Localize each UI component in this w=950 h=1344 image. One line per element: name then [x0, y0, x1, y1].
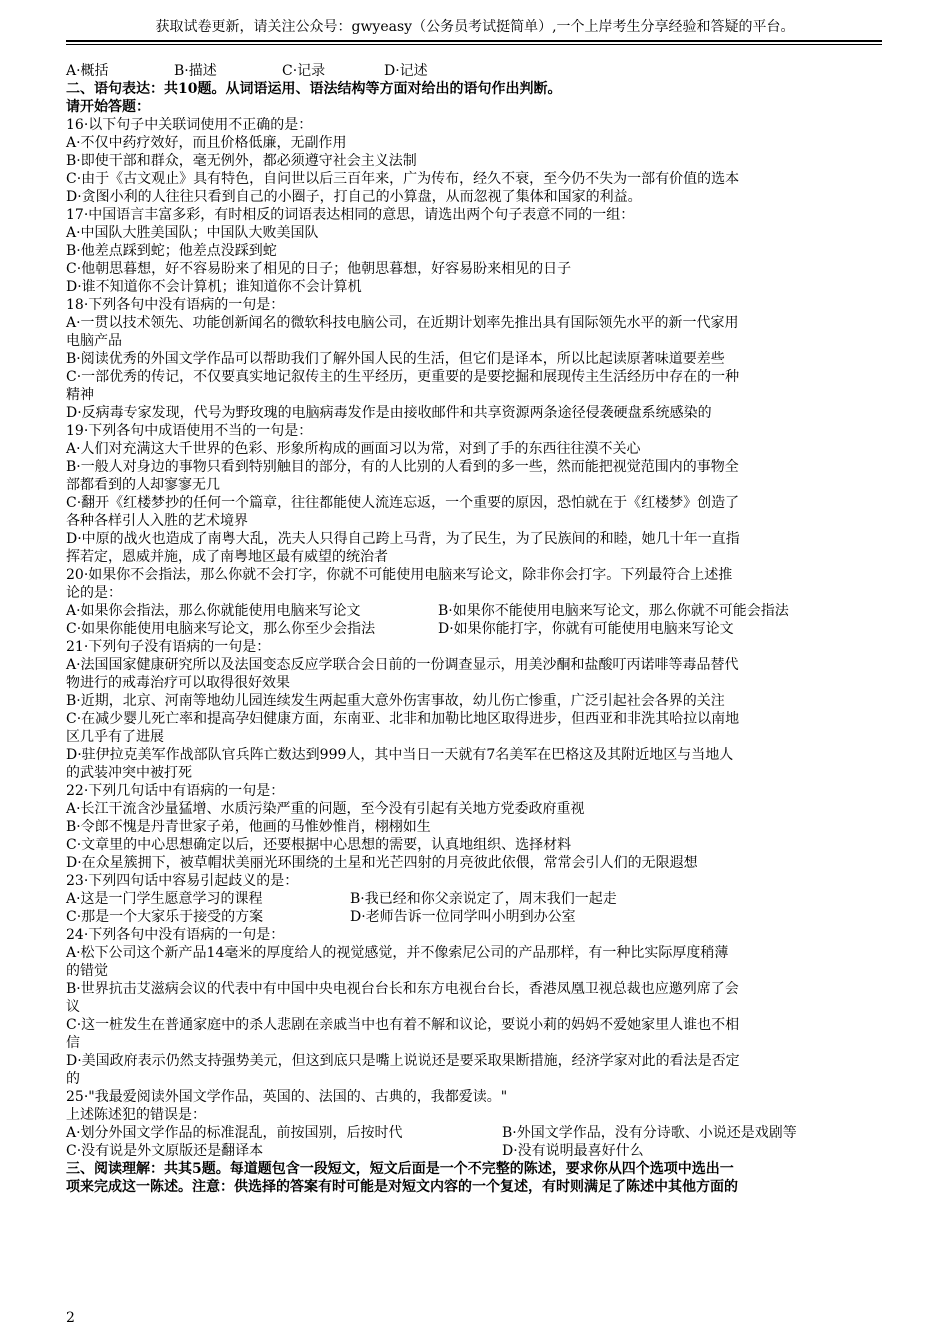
- q24-option-d-cont: 的: [66, 1071, 80, 1087]
- q21-option-c: C·在减少婴儿死亡率和提高孕妇健康方面，东南亚、北非和加勒比地区取得进步，但西亚和非洗其哈拉以南地: [66, 711, 740, 727]
- section3-title-cont: 项来完成这一陈述。注意：供选择的答案有时可能是对短文内容的一个复述，有时则满足了陈述中其他方面的: [66, 1179, 738, 1195]
- q22-option-c: C·文章里的中心思想确定以后，还要根据中心思想的需要，认真地组织、选择材料: [66, 837, 572, 853]
- q24-option-c: C·这一桩发生在普通家庭中的杀人悲剧在亲戚当中也有着不解和议论，要说小莉的妈妈不爱她家里人谁也不相: [66, 1017, 740, 1033]
- q16-stem: 16·以下句子中关联词使用不正确的是：: [66, 117, 313, 133]
- q23-options-ab: [66, 890, 886, 908]
- q16-option-b: B·即使干部和群众，毫无例外，都必须遵守社会主义法制: [66, 153, 417, 169]
- q20-stem: 20·如果你不会指法，那么你就不会打字，你就不可能使用电脑来写论文，除非你会打字。下列最符合上述推: [66, 567, 733, 583]
- q23-stem: 23·下列四句话中容易引起歧义的是：: [66, 873, 299, 889]
- section2-title: 二、语句表达：共10题。从词语运用、语法结构等方面对给出的语句作出判断。: [66, 81, 562, 97]
- option-d: D·记述: [384, 63, 428, 79]
- q19-option-c: C·翻开《红楼梦抄的任何一个篇章，往往都能使人流连忘返，一个重要的原因，恐怕就在于《红楼梦》创造了: [66, 495, 740, 511]
- q24-option-b-cont: 议: [66, 999, 80, 1015]
- q19-option-d: D·中原的战火也造成了南粤大乱，冼夫人只得自己跨上马背，为了民生，为了民族间的和睦，她几十年一直指: [66, 531, 740, 547]
- page-content: [66, 62, 886, 1196]
- q25-option-c: C·没有说是外文原版还是翻译本: [66, 1143, 264, 1159]
- q21-option-b: B·近期，北京、河南等地幼儿园连续发生两起重大意外伤害事故，幼儿伤亡惨重，广泛引起社会各界的关注: [66, 693, 725, 709]
- q25-options-ab: [66, 1124, 886, 1142]
- q24-option-c-cont: 信: [66, 1035, 80, 1051]
- q20-option-c: C·如果你能使用电脑来写论文，那么你至少会指法: [66, 621, 376, 637]
- q22-stem: 22·下列几句话中有语病的一句是：: [66, 783, 285, 799]
- q25-option-b: B·外国文学作品，没有分诗歌、小说还是戏剧等: [502, 1125, 797, 1141]
- q18-option-b: B·阅读优秀的外国文学作品可以帮助我们了解外国人民的生活，但它们是译本，所以比起读原著味道要差些: [66, 351, 725, 367]
- q21-option-a: A·法国国家健康研究所以及法国变态反应学联合会日前的一份调查显示，用美沙酮和盐酸叮丙诺啡等毒品替代: [66, 657, 739, 673]
- q20-options-ab: [66, 602, 886, 620]
- q21-option-c-cont: 区几乎有了进展: [66, 729, 164, 745]
- q21-stem: 21·下列句子没有语病的一句是：: [66, 639, 271, 655]
- header-rule-thick: [66, 40, 882, 42]
- page-number: 2: [66, 1310, 75, 1326]
- q21-option-d: D·驻伊拉克美军作战部队官兵阵亡数达到999人，其中当日一天就有7名美军在巴格这及其附近地区与当地人: [66, 747, 734, 763]
- q23-option-d: D·老师告诉一位同学叫小明到办公室: [350, 909, 576, 925]
- q24-option-a-cont: 的错觉: [66, 963, 108, 979]
- q17-option-c: C·他朝思暮想，好不容易盼来了相见的日子；他朝思暮想，好容易盼来相见的日子: [66, 261, 572, 277]
- q17-option-b: B·他差点踩到蛇；他差点没踩到蛇: [66, 243, 277, 259]
- q19-stem: 19·下列各句中成语使用不当的一句是：: [66, 423, 313, 439]
- q16-option-a: A·不仅中药疗效好，而且价格低廉，无副作用: [66, 135, 347, 151]
- q21-option-d-cont: 的武装冲突中被打死: [66, 765, 192, 781]
- option-a: A·概括: [66, 63, 109, 79]
- q20-option-b: B·如果你不能使用电脑来写论文，那么你就不可能会指法: [438, 603, 789, 619]
- q17-stem: 17·中国语言丰富多彩，有时相反的词语表达相同的意思，请选出两个句子表意不同的一组：: [66, 207, 635, 223]
- q18-option-a-cont: 电脑产品: [66, 333, 122, 349]
- q19-option-a: A·人们对充满这大千世界的色彩、形象所构成的画面习以为常，对到了手的东西往往漠不关心: [66, 441, 641, 457]
- q24-stem: 24·下列各句中没有语病的一句是：: [66, 927, 285, 943]
- q19-option-b: B·一般人对身边的事物只看到特别触目的部分，有的人比别的人看到的多一些，然而能把视觉范围内的事物全: [66, 459, 739, 475]
- q17-option-d: D·谁不知道你不会计算机；谁知道你不会计算机: [66, 279, 362, 295]
- page-header: 获取试卷更新，请关注公众号：gwyeasy（公务员考试挺简单）,一个上岸考生分享经验和答疑的平台。: [155, 19, 795, 35]
- q22-option-b: B·令郎不愧是丹青世家子弟，他画的马惟妙惟肖，栩栩如生: [66, 819, 431, 835]
- q21-option-a-cont: 物进行的戒毒治疗可以取得很好效果: [66, 675, 290, 691]
- q23-option-a: A·这是一门学生愿意学习的课程: [66, 891, 263, 907]
- q25-options-cd: [66, 1142, 886, 1160]
- q19-option-c-cont: 各种各样引人入胜的艺术境界: [66, 513, 248, 529]
- q24-option-d: D·美国政府表示仍然支持强势美元，但这到底只是嘴上说说还是要采取果断措施，经济学家对此的看法是否定: [66, 1053, 740, 1069]
- q23-options-cd: [66, 908, 886, 926]
- q25-stem-cont: 上述陈述犯的错误是：: [66, 1107, 206, 1123]
- q18-stem: 18·下列各句中没有语病的一句是：: [66, 297, 285, 313]
- q20-stem-cont: 论的是：: [66, 585, 122, 601]
- q20-options-cd: [66, 620, 886, 638]
- q20-option-a: A·如果你会指法，那么你就能使用电脑来写论文: [66, 603, 361, 619]
- q18-option-d: D·反病毒专家发现，代号为野玫瑰的电脑病毒发作是由接收邮件和共享资源两条途径侵袭硬盘系统感染的: [66, 405, 712, 421]
- q23-option-b: B·我已经和你父亲说定了，周末我们一起走: [350, 891, 617, 907]
- q22-option-d: D·在众星簇拥下，被草帽状美丽光环围绕的土星和光芒四射的月亮彼此依偎，常常会引人们的无限遐想: [66, 855, 698, 871]
- option-c: C·记录: [282, 63, 326, 79]
- q22-option-a: A·长江干流含沙量猛增、水质污染严重的问题，至今没有引起有关地方党委政府重视: [66, 801, 585, 817]
- option-b: B·描述: [174, 63, 217, 79]
- section3-title: 三、阅读理解：共其5题。每道题包含一段短文，短文后面是一个不完整的陈述，要求你从四个选项中选出一: [66, 1161, 734, 1177]
- q16-option-d: D·贪图小利的人往往只看到自己的小圈子，打自己的小算盘，从而忽视了集体和国家的利益。: [66, 189, 642, 205]
- q17-option-a: A·中国队大胜美国队；中国队大败美国队: [66, 225, 319, 241]
- q19-option-d-cont: 挥若定，恩威并施，成了南粤地区最有威望的统治者: [66, 549, 388, 565]
- q20-option-d: D·如果你能打字，你就有可能使用电脑来写论文: [438, 621, 734, 637]
- q25-stem: 25·"我最爱阅读外国文学作品，英国的、法国的、古典的，我都爱读。": [66, 1089, 508, 1105]
- q18-option-a: A·一贯以技术领先、功能创新闻名的微软科技电脑公司，在近期计划率先推出具有国际领先水平的新一代家用: [66, 315, 739, 331]
- q18-option-c-cont: 精神: [66, 387, 94, 403]
- q18-option-c: C·一部优秀的传记，不仅要真实地记叙传主的生平经历，更重要的是要挖掘和展现传主生活经历中存在的一种: [66, 369, 740, 385]
- top-options: [66, 62, 886, 80]
- q16-option-c: C·由于《古文观止》具有特色，自问世以后三百年来，广为传布，经久不衰，至今仍不失为一部有价值的选本: [66, 171, 740, 187]
- q23-option-c: C·那是一个大家乐于接受的方案: [66, 909, 264, 925]
- q25-option-d: D·没有说明最喜好什么: [502, 1143, 644, 1159]
- header-rule-thin: [66, 44, 882, 45]
- q24-option-b: B·世界抗击艾滋病会议的代表中有中国中央电视台台长和东方电视台台长，香港凤凰卫视总裁也应邀列席了会: [66, 981, 739, 997]
- section2-start: 请开始答题：: [66, 99, 150, 115]
- q19-option-b-cont: 部都看到的人却寥寥无几: [66, 477, 220, 493]
- q24-option-a: A·松下公司这个新产品14毫米的厚度给人的视觉感觉，并不像索尼公司的产品那样，有一种比实际厚度稍薄: [66, 945, 729, 961]
- q25-option-a: A·划分外国文学作品的标准混乱，前按国别，后按时代: [66, 1125, 403, 1141]
